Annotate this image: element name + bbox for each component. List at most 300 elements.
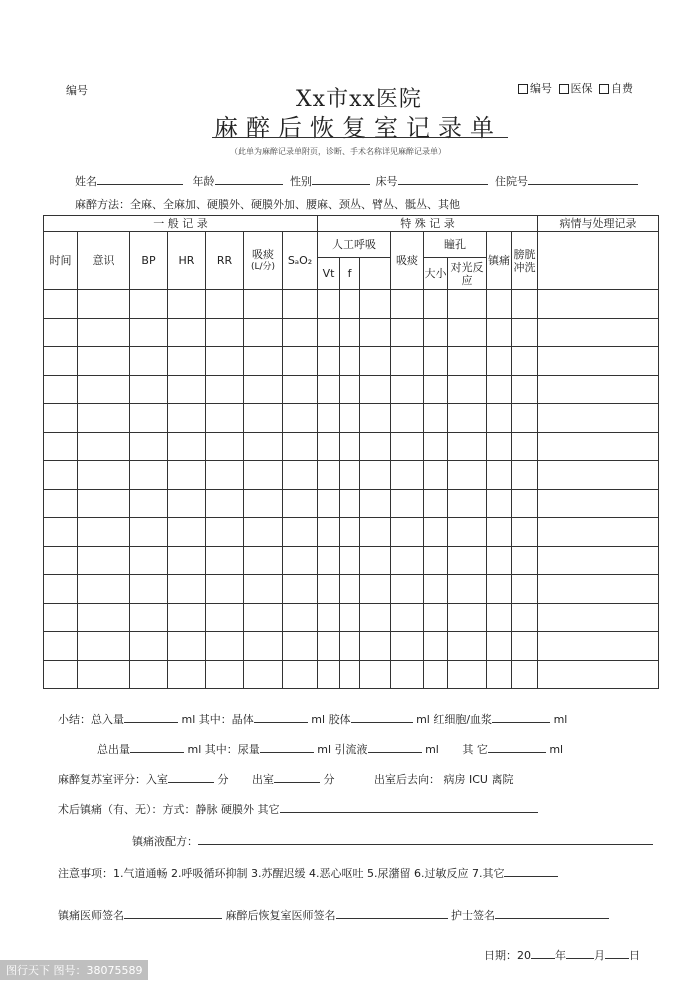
- notes-field[interactable]: [504, 864, 558, 877]
- record-cell[interactable]: [487, 404, 512, 433]
- record-cell[interactable]: [487, 347, 512, 376]
- record-cell[interactable]: [130, 603, 168, 632]
- record-cell[interactable]: [487, 318, 512, 347]
- table-row: [44, 489, 659, 518]
- record-cell[interactable]: [360, 660, 391, 689]
- record-cell[interactable]: [360, 575, 391, 604]
- record-cell[interactable]: [360, 489, 391, 518]
- record-cell[interactable]: [448, 432, 487, 461]
- record-cell[interactable]: [318, 603, 340, 632]
- score-in-label: 麻醉复苏室评分：入室: [58, 773, 168, 786]
- record-table: [43, 215, 659, 689]
- checkbox-insurance-label: 医保: [570, 82, 593, 95]
- record-cell[interactable]: [168, 318, 206, 347]
- record-cell[interactable]: [244, 546, 283, 575]
- record-cell[interactable]: [448, 461, 487, 490]
- record-cell[interactable]: [448, 632, 487, 661]
- formula-field[interactable]: [198, 832, 653, 845]
- record-cell[interactable]: [424, 489, 448, 518]
- condition-header: 病情与处理记录: [538, 216, 659, 232]
- record-cell[interactable]: [360, 546, 391, 575]
- record-cell[interactable]: [487, 546, 512, 575]
- record-cell[interactable]: [424, 290, 448, 319]
- ml-unit: ml: [187, 743, 202, 756]
- suction-unit: (L/分): [250, 261, 276, 272]
- ml-unit: ml: [425, 743, 439, 756]
- record-cell[interactable]: [391, 518, 424, 547]
- score-in-field[interactable]: [168, 770, 214, 783]
- record-cell[interactable]: [244, 404, 283, 433]
- record-cell[interactable]: [512, 489, 538, 518]
- total-in-field[interactable]: [124, 710, 178, 723]
- record-cell[interactable]: [44, 575, 78, 604]
- table-row: [44, 347, 659, 376]
- record-cell[interactable]: [206, 461, 244, 490]
- record-cell[interactable]: [360, 375, 391, 404]
- record-cell[interactable]: [538, 518, 659, 547]
- serial-checkbox[interactable]: [518, 84, 528, 94]
- record-cell[interactable]: [360, 318, 391, 347]
- record-cell[interactable]: [340, 575, 360, 604]
- record-cell[interactable]: [168, 632, 206, 661]
- record-cell[interactable]: [206, 518, 244, 547]
- record-cell[interactable]: [538, 489, 659, 518]
- record-cell[interactable]: [512, 375, 538, 404]
- record-cell[interactable]: [512, 290, 538, 319]
- record-cell[interactable]: [360, 404, 391, 433]
- record-cell[interactable]: [206, 660, 244, 689]
- record-cell[interactable]: [538, 375, 659, 404]
- record-cell[interactable]: [244, 518, 283, 547]
- ml-unit: ml: [416, 713, 430, 726]
- record-cell[interactable]: [44, 318, 78, 347]
- record-cell[interactable]: [340, 432, 360, 461]
- record-cell[interactable]: [283, 432, 318, 461]
- record-cell[interactable]: [44, 404, 78, 433]
- record-cell[interactable]: [391, 404, 424, 433]
- record-cell[interactable]: [44, 489, 78, 518]
- record-cell[interactable]: [78, 489, 130, 518]
- score-out-unit: 分: [323, 773, 335, 786]
- record-cell[interactable]: [424, 461, 448, 490]
- record-cell[interactable]: [512, 632, 538, 661]
- patient-info-row: [75, 172, 638, 189]
- notes-row: [58, 864, 558, 881]
- record-cell[interactable]: [244, 489, 283, 518]
- record-cell[interactable]: [424, 660, 448, 689]
- record-cell[interactable]: [360, 290, 391, 319]
- record-cell[interactable]: [244, 632, 283, 661]
- record-cell[interactable]: [538, 461, 659, 490]
- record-cell[interactable]: [78, 290, 130, 319]
- record-cell[interactable]: [244, 375, 283, 404]
- insurance-checkbox[interactable]: [559, 84, 569, 94]
- year-field[interactable]: [531, 946, 555, 959]
- general-record-header: 一 般 记 录: [44, 216, 318, 232]
- record-cell[interactable]: [78, 375, 130, 404]
- record-cell[interactable]: [487, 489, 512, 518]
- analgesia-row: [58, 800, 538, 817]
- recovery-doctor-field[interactable]: [336, 906, 448, 919]
- record-cell[interactable]: [318, 489, 340, 518]
- record-cell[interactable]: [168, 347, 206, 376]
- record-cell[interactable]: [512, 404, 538, 433]
- record-cell[interactable]: [318, 404, 340, 433]
- serial-label: 编号: [66, 84, 88, 97]
- record-cell[interactable]: [487, 432, 512, 461]
- record-cell[interactable]: [340, 660, 360, 689]
- formula-row: [132, 832, 653, 849]
- record-cell[interactable]: [318, 432, 340, 461]
- nurse-label: 护士签名: [451, 909, 495, 922]
- score-out-field[interactable]: [274, 770, 320, 783]
- record-cell[interactable]: [244, 461, 283, 490]
- record-cell[interactable]: [360, 347, 391, 376]
- record-cell[interactable]: [360, 461, 391, 490]
- record-cell[interactable]: [78, 461, 130, 490]
- record-cell[interactable]: [130, 575, 168, 604]
- record-cell[interactable]: [318, 318, 340, 347]
- record-cell[interactable]: [283, 489, 318, 518]
- checkbox-selfpay-label: 自费: [611, 82, 633, 95]
- artificial-resp-header: 人工呼吸: [318, 232, 391, 258]
- record-cell[interactable]: [44, 660, 78, 689]
- record-cell[interactable]: [512, 518, 538, 547]
- record-cell[interactable]: [360, 603, 391, 632]
- sex-field[interactable]: [312, 172, 370, 185]
- self-pay-checkbox[interactable]: [599, 84, 609, 94]
- record-cell[interactable]: [168, 518, 206, 547]
- record-cell[interactable]: [391, 290, 424, 319]
- other-out-field[interactable]: [488, 740, 546, 753]
- record-cell[interactable]: [283, 632, 318, 661]
- record-cell[interactable]: [283, 546, 318, 575]
- record-cell[interactable]: [391, 546, 424, 575]
- rr-header: RR: [206, 232, 244, 290]
- record-cell[interactable]: [512, 432, 538, 461]
- record-cell[interactable]: [78, 432, 130, 461]
- record-cell[interactable]: [130, 632, 168, 661]
- record-cell[interactable]: [424, 603, 448, 632]
- record-cell[interactable]: [391, 489, 424, 518]
- bed-field[interactable]: [398, 172, 488, 185]
- condition-subheader: [538, 232, 659, 290]
- record-cell[interactable]: [130, 546, 168, 575]
- record-cell[interactable]: [44, 518, 78, 547]
- rbc-field[interactable]: [492, 710, 550, 723]
- age-label: 年龄: [192, 175, 215, 188]
- vt-header: Vt: [318, 258, 340, 290]
- total-out-field[interactable]: [130, 740, 184, 753]
- record-cell[interactable]: [318, 575, 340, 604]
- month-field[interactable]: [566, 946, 594, 959]
- day-label: 日: [629, 949, 640, 962]
- record-cell[interactable]: [130, 489, 168, 518]
- record-cell[interactable]: [340, 518, 360, 547]
- record-cell[interactable]: [130, 461, 168, 490]
- record-cell[interactable]: [283, 575, 318, 604]
- record-cell[interactable]: [130, 347, 168, 376]
- record-cell[interactable]: [448, 404, 487, 433]
- record-cell[interactable]: [244, 432, 283, 461]
- record-cell[interactable]: [78, 318, 130, 347]
- record-cell[interactable]: [340, 318, 360, 347]
- record-cell[interactable]: [283, 318, 318, 347]
- record-cell[interactable]: [487, 660, 512, 689]
- record-cell[interactable]: [44, 603, 78, 632]
- record-cell[interactable]: [487, 375, 512, 404]
- record-cell[interactable]: [78, 660, 130, 689]
- form-note: （此单为麻醉记录单附页，诊断、手术名称详见麻醉记录单）: [230, 147, 446, 156]
- record-cell[interactable]: [206, 375, 244, 404]
- record-cell[interactable]: [168, 575, 206, 604]
- record-cell[interactable]: [78, 546, 130, 575]
- record-cell[interactable]: [512, 318, 538, 347]
- record-cell[interactable]: [318, 461, 340, 490]
- record-cell[interactable]: [244, 290, 283, 319]
- record-cell[interactable]: [538, 347, 659, 376]
- ml-unit: ml: [553, 713, 568, 726]
- record-cell[interactable]: [424, 375, 448, 404]
- record-cell[interactable]: [130, 518, 168, 547]
- record-cell[interactable]: [206, 632, 244, 661]
- record-cell[interactable]: [340, 546, 360, 575]
- record-cell[interactable]: [512, 461, 538, 490]
- record-cell[interactable]: [424, 347, 448, 376]
- record-cell[interactable]: [424, 318, 448, 347]
- record-cell[interactable]: [130, 404, 168, 433]
- record-cell[interactable]: [391, 461, 424, 490]
- record-cell[interactable]: [318, 375, 340, 404]
- record-cell[interactable]: [44, 432, 78, 461]
- record-cell[interactable]: [391, 318, 424, 347]
- record-cell[interactable]: [318, 290, 340, 319]
- record-cell[interactable]: [78, 603, 130, 632]
- age-field[interactable]: [215, 172, 283, 185]
- urine-field[interactable]: [260, 740, 314, 753]
- record-cell[interactable]: [318, 660, 340, 689]
- record-cell[interactable]: [340, 375, 360, 404]
- record-cell[interactable]: [206, 546, 244, 575]
- analgesia-header: 镇痛: [487, 232, 512, 290]
- record-cell[interactable]: [283, 290, 318, 319]
- record-cell[interactable]: [487, 632, 512, 661]
- record-cell[interactable]: [206, 290, 244, 319]
- record-cell[interactable]: [448, 575, 487, 604]
- record-cell[interactable]: [424, 546, 448, 575]
- record-cell[interactable]: [487, 603, 512, 632]
- table-row: [44, 404, 659, 433]
- record-cell[interactable]: [360, 632, 391, 661]
- record-cell[interactable]: [424, 518, 448, 547]
- record-cell[interactable]: [244, 603, 283, 632]
- record-cell[interactable]: [206, 489, 244, 518]
- anesthesia-method: 麻醉方法：全麻、全麻加、硬膜外、硬膜外加、腰麻、颈丛、臂丛、骶丛、其他: [75, 198, 460, 211]
- record-cell[interactable]: [78, 404, 130, 433]
- record-cell[interactable]: [168, 432, 206, 461]
- record-cell[interactable]: [448, 660, 487, 689]
- record-cell[interactable]: [206, 575, 244, 604]
- record-cell[interactable]: [424, 575, 448, 604]
- total-out-label: 总出量: [97, 743, 130, 756]
- record-cell[interactable]: [538, 575, 659, 604]
- bp-header: BP: [130, 232, 168, 290]
- record-cell[interactable]: [487, 461, 512, 490]
- record-cell[interactable]: [206, 404, 244, 433]
- record-cell[interactable]: [448, 518, 487, 547]
- record-cell[interactable]: [340, 632, 360, 661]
- record-cell[interactable]: [538, 632, 659, 661]
- record-cell[interactable]: [78, 575, 130, 604]
- record-cell[interactable]: [283, 375, 318, 404]
- record-cell[interactable]: [391, 660, 424, 689]
- record-cell[interactable]: [538, 404, 659, 433]
- resp-extra-header: [360, 258, 391, 290]
- record-cell[interactable]: [78, 632, 130, 661]
- record-cell[interactable]: [318, 546, 340, 575]
- record-cell[interactable]: [283, 347, 318, 376]
- record-cell[interactable]: [244, 347, 283, 376]
- crystal-field[interactable]: [254, 710, 308, 723]
- table-row: [44, 632, 659, 661]
- pupil-size-header: 大小: [424, 258, 448, 290]
- record-cell[interactable]: [168, 489, 206, 518]
- record-cell[interactable]: [130, 432, 168, 461]
- record-cell[interactable]: [512, 603, 538, 632]
- record-cell[interactable]: [340, 290, 360, 319]
- record-cell[interactable]: [391, 347, 424, 376]
- record-cell[interactable]: [44, 290, 78, 319]
- record-cell[interactable]: [168, 546, 206, 575]
- record-cell[interactable]: [130, 375, 168, 404]
- record-cell[interactable]: [391, 375, 424, 404]
- record-cell[interactable]: [487, 575, 512, 604]
- record-cell[interactable]: [283, 660, 318, 689]
- record-cell[interactable]: [448, 603, 487, 632]
- record-cell[interactable]: [538, 660, 659, 689]
- ml-unit: ml: [181, 713, 196, 726]
- form-title: 麻醉后恢复室记录单: [214, 114, 502, 142]
- record-cell[interactable]: [244, 575, 283, 604]
- record-cell[interactable]: [391, 632, 424, 661]
- record-cell[interactable]: [340, 489, 360, 518]
- record-cell[interactable]: [340, 603, 360, 632]
- record-cell[interactable]: [538, 603, 659, 632]
- record-cell[interactable]: [168, 603, 206, 632]
- record-cell[interactable]: [448, 347, 487, 376]
- record-cell[interactable]: [168, 660, 206, 689]
- record-cell[interactable]: [130, 318, 168, 347]
- record-cell[interactable]: [391, 603, 424, 632]
- record-cell[interactable]: [448, 375, 487, 404]
- record-cell[interactable]: [244, 318, 283, 347]
- record-cell[interactable]: [283, 603, 318, 632]
- record-cell[interactable]: [318, 632, 340, 661]
- f-header: f: [340, 258, 360, 290]
- record-cell[interactable]: [206, 432, 244, 461]
- record-cell[interactable]: [360, 518, 391, 547]
- year-label: 年: [555, 949, 566, 962]
- record-cell[interactable]: [512, 575, 538, 604]
- record-cell[interactable]: [168, 461, 206, 490]
- analgesia-method-field[interactable]: [280, 800, 538, 813]
- record-cell[interactable]: [424, 632, 448, 661]
- record-cell[interactable]: [206, 347, 244, 376]
- analgesia-doctor-field[interactable]: [124, 906, 222, 919]
- score-in-unit: 分: [217, 773, 229, 786]
- record-cell[interactable]: [340, 461, 360, 490]
- record-cell[interactable]: [44, 632, 78, 661]
- record-cell[interactable]: [512, 660, 538, 689]
- record-cell[interactable]: [318, 347, 340, 376]
- table-row: [44, 575, 659, 604]
- colloid-field[interactable]: [351, 710, 413, 723]
- record-cell[interactable]: [538, 318, 659, 347]
- record-cell[interactable]: [44, 375, 78, 404]
- record-cell[interactable]: [130, 290, 168, 319]
- record-cell[interactable]: [168, 290, 206, 319]
- summary-label: 小结：: [58, 713, 91, 726]
- record-cell[interactable]: [244, 660, 283, 689]
- record-cell[interactable]: [538, 290, 659, 319]
- record-cell[interactable]: [512, 347, 538, 376]
- record-cell[interactable]: [340, 404, 360, 433]
- sao2-header: SₐO₂: [283, 232, 318, 290]
- record-cell[interactable]: [424, 432, 448, 461]
- record-cell[interactable]: [487, 290, 512, 319]
- record-cell[interactable]: [130, 660, 168, 689]
- record-cell[interactable]: [391, 432, 424, 461]
- record-cell[interactable]: [340, 347, 360, 376]
- record-cell[interactable]: [283, 461, 318, 490]
- record-cell[interactable]: [44, 546, 78, 575]
- record-cell[interactable]: [448, 318, 487, 347]
- suction-label: 吸痰: [252, 247, 274, 261]
- record-cell[interactable]: [318, 518, 340, 547]
- record-cell[interactable]: [168, 404, 206, 433]
- record-cell[interactable]: [168, 375, 206, 404]
- record-cell[interactable]: [206, 318, 244, 347]
- record-cell[interactable]: [487, 518, 512, 547]
- record-cell[interactable]: [44, 461, 78, 490]
- table-row: [44, 432, 659, 461]
- record-cell[interactable]: [360, 432, 391, 461]
- drain-field[interactable]: [368, 740, 422, 753]
- record-cell[interactable]: [283, 404, 318, 433]
- month-label: 月: [594, 949, 605, 962]
- record-cell[interactable]: [78, 347, 130, 376]
- record-cell[interactable]: [44, 347, 78, 376]
- sex-label: 性别: [290, 175, 312, 188]
- record-cell[interactable]: [538, 546, 659, 575]
- record-cell[interactable]: [448, 489, 487, 518]
- record-cell[interactable]: [448, 546, 487, 575]
- record-cell[interactable]: [391, 575, 424, 604]
- record-cell[interactable]: [448, 290, 487, 319]
- day-field[interactable]: [605, 946, 629, 959]
- record-cell[interactable]: [206, 603, 244, 632]
- record-cell[interactable]: [78, 518, 130, 547]
- total-in-label: 总入量: [91, 713, 124, 726]
- name-field[interactable]: [97, 172, 183, 185]
- record-cell[interactable]: [538, 432, 659, 461]
- inpatient-no-field[interactable]: [528, 172, 638, 185]
- nurse-field[interactable]: [495, 906, 609, 919]
- record-cell[interactable]: [283, 518, 318, 547]
- record-cell[interactable]: [512, 546, 538, 575]
- signature-row: [58, 906, 609, 923]
- record-cell[interactable]: [424, 404, 448, 433]
